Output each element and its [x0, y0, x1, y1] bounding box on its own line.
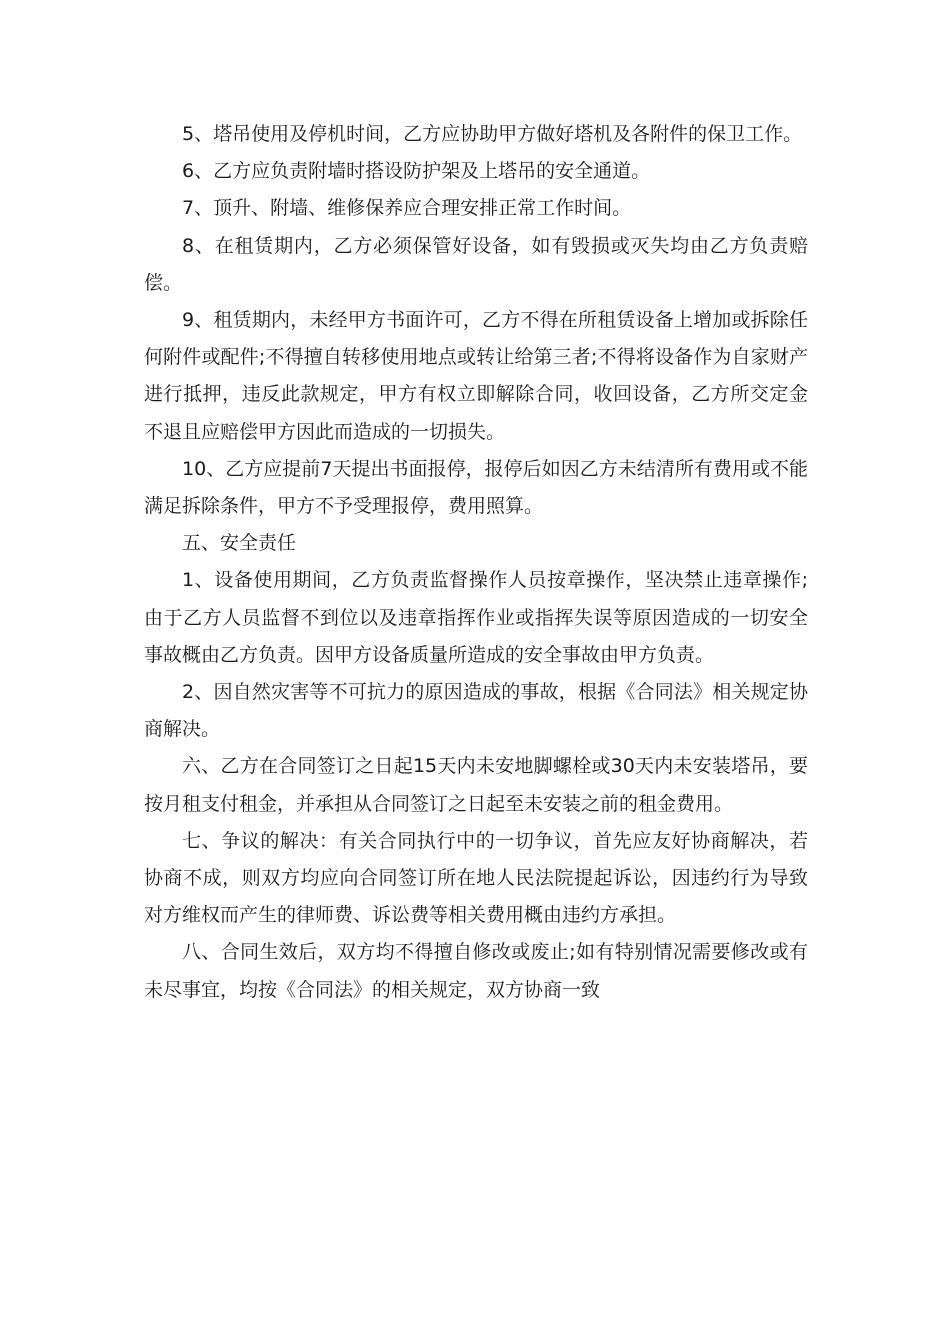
paragraph-safety-1: 1、设备使用期间，乙方负责监督操作人员按章操作，坚决禁止违章操作;由于乙方人员监督不到位以及违章指挥作业或指挥失误等原因造成的一切安全事故概由乙方负责。因甲方设备质量所造成的安全事故由甲方负责。: [144, 569, 808, 666]
paragraph-clause-7: 7、顶升、附墙、维修保养应合理安排正常工作时间。: [182, 197, 632, 220]
paragraph-clause-6: 6、乙方应负责附墙时搭设防护架及上塔吊的安全通道。: [182, 160, 651, 183]
paragraph-clause-9: 9、租赁期内，未经甲方书面许可，乙方不得在所租赁设备上增加或拆除任何附件或配件;不得擅自转移使用地点或转让给第三者;不得将设备作为自家财产进行抵押，违反此款规定，甲方有权立即解除合同，收回设备，乙方所交定金不退且应赔偿甲方因此而造成的一切损失。: [144, 309, 808, 443]
section-heading-safety: 五、安全责任: [182, 532, 297, 555]
document-body: [144, 116, 808, 1009]
paragraph-section-7: 七、争议的解决：有关合同执行中的一切争议，首先应友好协商解决，若协商不成，则双方均应向合同签订所在地人民法院提起诉讼，因违约行为导致对方维权而产生的律师费、诉讼费等相关费用概由违约方承担。: [144, 829, 808, 927]
paragraph-section-6: 六、乙方在合同签订之日起15天内未安地脚螺栓或30天内未安装塔吊，要按月租支付租金，并承担从合同签订之日起至未安装之前的租金费用。: [144, 755, 808, 815]
paragraph-clause-8: 8、在租赁期内，乙方必须保管好设备，如有毁损或灭失均由乙方负责赔偿。: [144, 234, 808, 294]
paragraph-clause-5: 5、塔吊使用及停机时间，乙方应协助甲方做好塔机及各附件的保卫工作。: [182, 123, 803, 145]
paragraph-clause-10: 10、乙方应提前7天提出书面报停，报停后如因乙方未结清所有费用或不能满足拆除条件，甲方不予受理报停，费用照算。: [144, 457, 808, 518]
paragraph-safety-2: 2、因自然灾害等不可抗力的原因造成的事故，根据《合同法》相关规定协商解决。: [144, 681, 808, 741]
paragraph-section-8: 八、合同生效后，双方均不得擅自修改或废止;如有特别情况需要修改或有未尽事宜，均按《合同法》的相关规定，双方协商一致: [144, 941, 808, 1001]
